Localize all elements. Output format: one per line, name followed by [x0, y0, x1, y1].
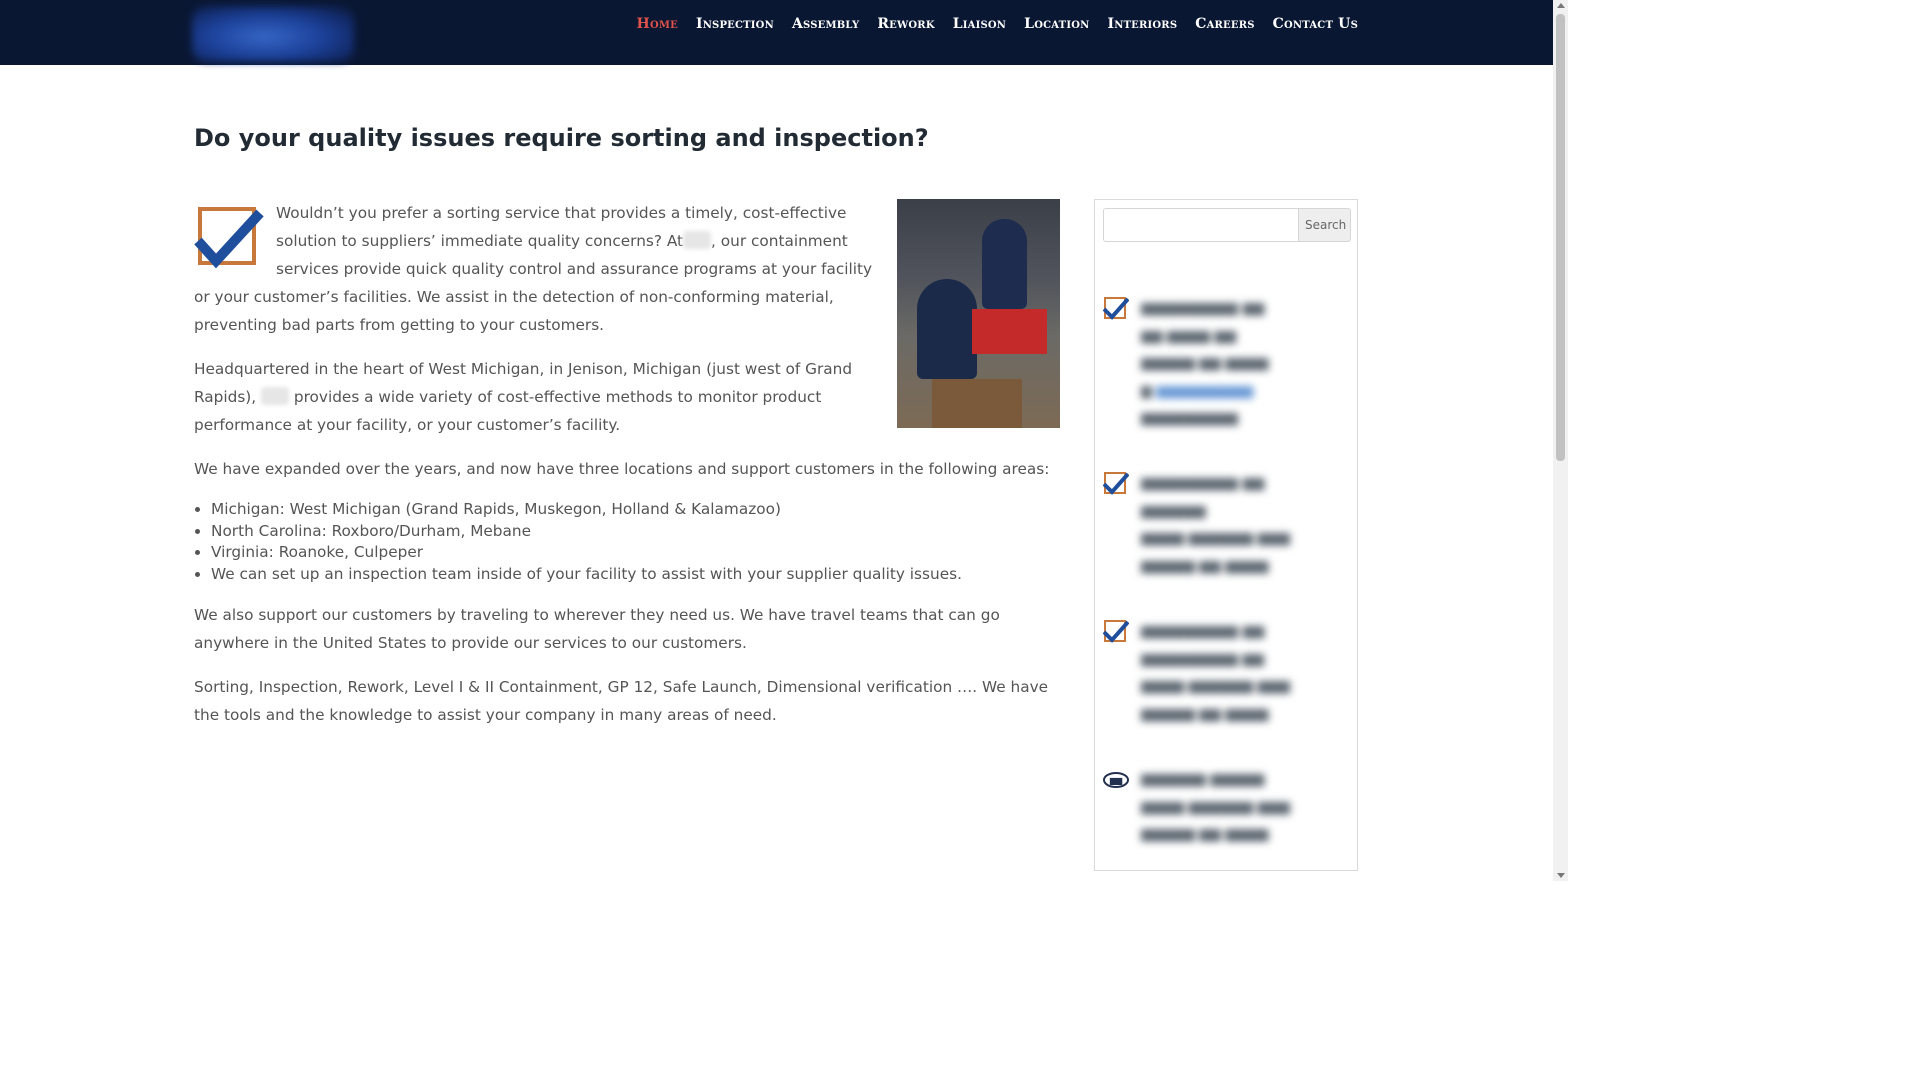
hq-text-b: provides a wide variety of cost-effective methods to monitor product performance at your facility, or your customer’s facility.	[194, 388, 822, 434]
svg-text:▆▆: ▆▆	[1109, 776, 1123, 785]
intro-text-a: Wouldn’t you prefer a sorting service that provides a timely, cost-effective solution to suppliers’ immediate quality concerns? At	[276, 204, 847, 250]
main-nav	[637, 16, 1358, 32]
site-logo[interactable]	[192, 6, 354, 62]
company-logo-icon	[1103, 766, 1129, 792]
redacted-address: ▆▆▆▆▆▆▆▆▆ ▆▆ ▆▆▆▆▆▆▆▆▆ ▆▆ ▆▆▆▆ ▆▆▆▆▆▆ ▆▆▆ ▆▆▆▆▆ ▆▆ ▆▆▆▆	[1141, 623, 1290, 722]
list-item: • Michigan: West Michigan (Grand Rapids, Muskegon, Holland & Kalamazoo)	[211, 499, 1060, 521]
nav-home[interactable]: Home	[636, 16, 678, 32]
sidebar	[1094, 199, 1358, 871]
services-paragraph: Sorting, Inspection, Rework, Level I & II Containment, GP 12, Safe Launch, Dimensional verification …. We have the tools and the knowledge to assist your company in many areas of need.	[194, 678, 1049, 724]
company-name-redacted	[261, 387, 289, 405]
workers-inspecting-photo	[897, 199, 1060, 428]
nav-rework[interactable]: Rework	[877, 16, 935, 32]
search-form	[1103, 208, 1351, 242]
scroll-down-icon[interactable]	[1557, 873, 1565, 878]
location-entry	[1103, 470, 1290, 580]
location-entry	[1103, 618, 1290, 728]
search-input[interactable]	[1103, 208, 1298, 242]
main-content	[194, 199, 1060, 745]
nav-contact-us[interactable]: Contact Us	[1272, 16, 1358, 32]
hq-text-a: Headquartered in the heart of West Michigan, in Jenison, Michigan (just west of Grand Rapids),	[194, 360, 853, 406]
intro-text-b: , our containment services provide quick quality control and assurance programs at your facility or your customer’s facilities. We assist in the detection of non-conforming material, preventing bad parts from getting to your customers.	[194, 232, 873, 334]
search-button[interactable]: Search	[1298, 208, 1351, 242]
nav-interiors[interactable]: Interiors	[1107, 16, 1178, 32]
page-title: Do your quality issues require sorting and inspection?	[194, 124, 929, 152]
site-header	[0, 0, 1553, 65]
nav-assembly[interactable]: Assembly	[791, 16, 860, 32]
locations-paragraph: We have expanded over the years, and now have three locations and support customers in the following areas:	[194, 460, 1050, 478]
location-entry	[1103, 766, 1290, 849]
nav-liaison[interactable]: Liaison	[952, 16, 1007, 32]
checkmark-icon	[1103, 618, 1129, 644]
list-item: • North Carolina: Roxboro/Durham, Mebane	[211, 521, 1060, 543]
list-item: • Virginia: Roanoke, Culpeper	[211, 542, 1060, 564]
nav-inspection[interactable]: Inspection	[695, 16, 774, 32]
list-item: • We can set up an inspection team inside of your facility to assist with your supplier quality issues.	[211, 564, 1060, 586]
scroll-up-icon[interactable]	[1557, 3, 1565, 8]
travel-paragraph: We also support our customers by traveling to wherever they need us. We have travel teams that can go anywhere in the United States to provide our services to our customers.	[194, 606, 1000, 652]
checkmark-icon	[1103, 295, 1129, 321]
nav-location[interactable]: Location	[1024, 16, 1090, 32]
scroll-thumb[interactable]	[1556, 14, 1565, 461]
nav-careers[interactable]: Careers	[1195, 16, 1255, 32]
checkmark-icon	[194, 203, 264, 269]
areas-list	[194, 499, 1060, 585]
redacted-address: ▆▆▆▆▆▆▆▆▆ ▆▆ ▆▆▆▆▆▆ ▆▆▆▆ ▆▆▆▆▆▆ ▆▆▆ ▆▆▆▆▆ ▆▆ ▆▆▆▆	[1141, 475, 1290, 574]
checkmark-icon	[1103, 470, 1129, 496]
company-name-redacted	[683, 231, 711, 249]
page-scrollbar[interactable]	[1553, 0, 1568, 881]
location-entry	[1103, 295, 1268, 433]
redacted-address: ▆▆▆▆▆▆ ▆▆▆▆▆ ▆▆▆▆ ▆▆▆▆▆▆ ▆▆▆ ▆▆▆▆▆ ▆▆ ▆▆▆▆	[1141, 771, 1290, 842]
redacted-address: ▆▆▆▆▆▆▆▆▆ ▆▆ ▆▆ ▆▆▆▆ ▆▆ ▆▆▆▆▆ ▆▆ ▆▆▆▆ ▆ ▆▆▆▆▆▆▆▆▆ ▆▆▆▆▆▆▆▆▆	[1141, 300, 1269, 426]
